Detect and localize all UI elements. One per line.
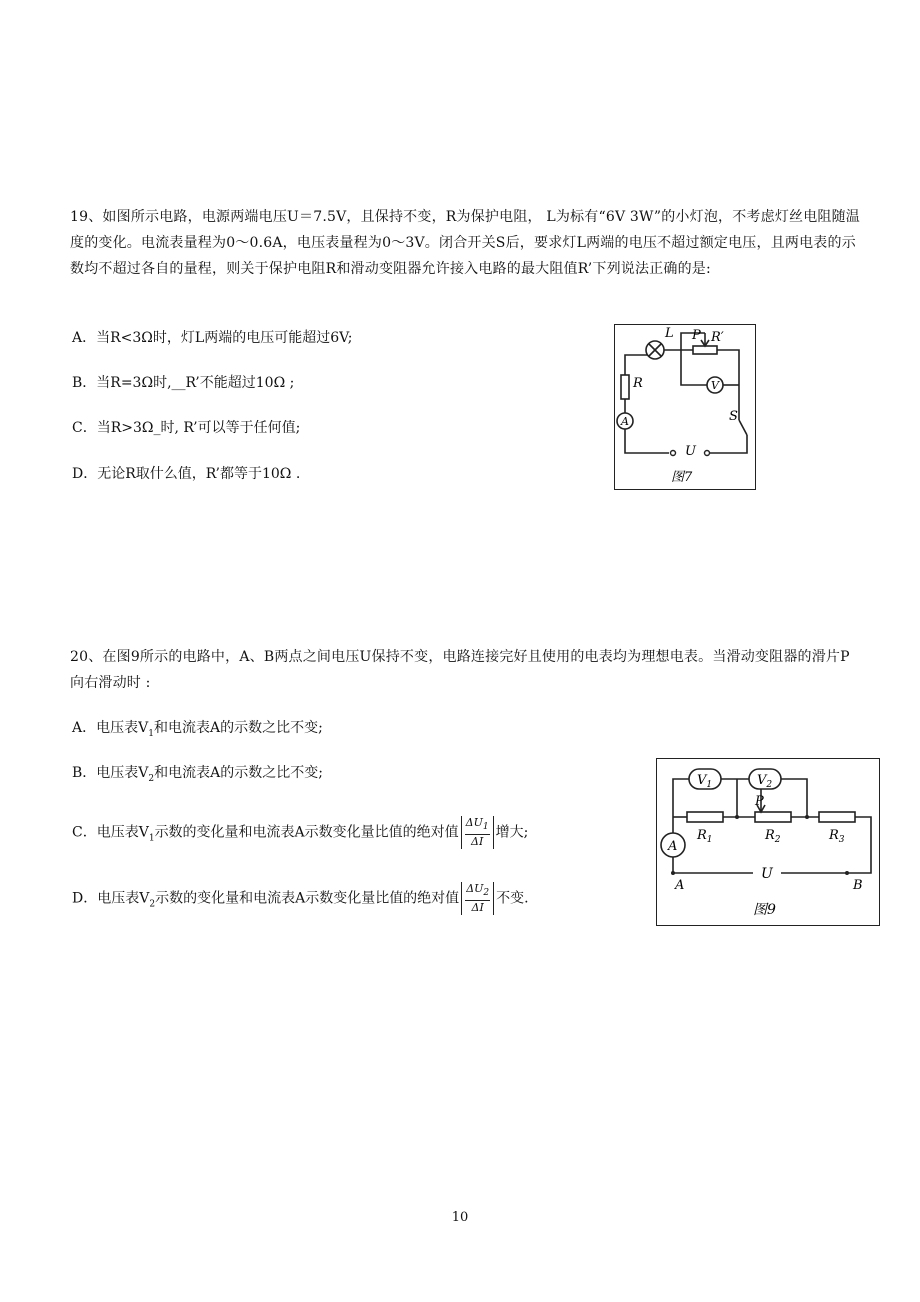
- figure-9-circuit: [656, 758, 880, 926]
- q20-option-a: A．电压表$V_1$和电流表A的示数之比不变;: [72, 720, 323, 739]
- resistor-r1-symbol: [687, 812, 723, 822]
- label-switch: S: [729, 409, 738, 424]
- label-resistor: R: [633, 376, 643, 391]
- figure-7-diagram: [615, 325, 755, 489]
- label-point-a: A: [675, 878, 685, 893]
- label-slider: P: [755, 794, 764, 809]
- figure-7-caption: 图7: [671, 470, 693, 485]
- fraction-du1-di: $\frac{\Delta U_1}{\Delta I}$: [461, 816, 494, 849]
- label-source: U: [761, 866, 773, 882]
- label-rheostat: R′: [711, 330, 724, 345]
- q20-option-c: C．电压表$V_1$示数的变化量和电流表A示数变化量比值的绝对值 $\frac{\Delta U_1}{\Delta I}$ 增大;: [72, 816, 529, 849]
- label-ammeter: A: [621, 415, 629, 428]
- q19-option-a: A．当R<3Ω时，灯L两端的电压可能超过6V;: [72, 330, 353, 346]
- resistor-r-symbol: [621, 375, 629, 399]
- label-point-b: B: [853, 878, 863, 893]
- q19-stem: 19、如图所示电路，电源两端电压U＝7.5V，且保持不变，R为保护电阻， L为标有“6V 3W”的小灯泡，不考虑灯丝电阻随温度的变化。电流表量程为0～0.6A，电压表量程为0～3V。闭合开关S后，要求灯L两端的电压不超过额定电压，且两电表的示数均不超过各自的量程，则关于保护电阻R和滑动变阻器允许接入电路的最大阻值R’下列说法正确的是:: [70, 209, 861, 277]
- label-slider: P: [692, 328, 701, 343]
- label-r3: $R_3$: [829, 828, 845, 845]
- resistor-r3-symbol: [819, 812, 855, 822]
- label-source: U: [685, 444, 696, 459]
- q20-stem: 20、在图9所示的电路中，A、B两点之间电压U保持不变，电路连接完好且使用的电表均为理想电表。当滑动变阻器的滑片P向右滑动时 :: [70, 649, 850, 691]
- figure-9-caption: 图9: [753, 902, 776, 918]
- q20-option-d: D．电压表$V_2$示数的变化量和电流表A示数变化量比值的绝对值 $\frac{\Delta U_2}{\Delta I}$ 不变.: [72, 882, 529, 915]
- page-number: 10: [451, 1210, 469, 1225]
- label-v1: $V_1$: [697, 773, 713, 790]
- label-ammeter: A: [668, 839, 678, 854]
- figure-7-circuit: [614, 324, 756, 490]
- q19-option-d: D．无论R取什么值，R’都等于10Ω .: [72, 466, 301, 482]
- label-voltmeter: V: [711, 379, 719, 392]
- q20-option-b: B．电压表$V_2$和电流表A的示数之比不变;: [72, 765, 323, 784]
- label-lamp: L: [665, 326, 674, 341]
- fraction-du2-di: $\frac{\Delta U_2}{\Delta I}$: [461, 882, 494, 915]
- q19-option-b: B．当R=3Ω时,__R’不能超过10Ω ;: [72, 375, 295, 391]
- figure-9-diagram: [657, 759, 879, 925]
- label-v2: $V_2$: [757, 773, 773, 790]
- q19-option-c: C．当R>3Ω_时, R’可以等于任何值;: [72, 420, 301, 436]
- label-r2: $R_2$: [765, 828, 781, 845]
- resistor-r2-symbol: [755, 812, 791, 822]
- label-r1: $R_1$: [697, 828, 713, 845]
